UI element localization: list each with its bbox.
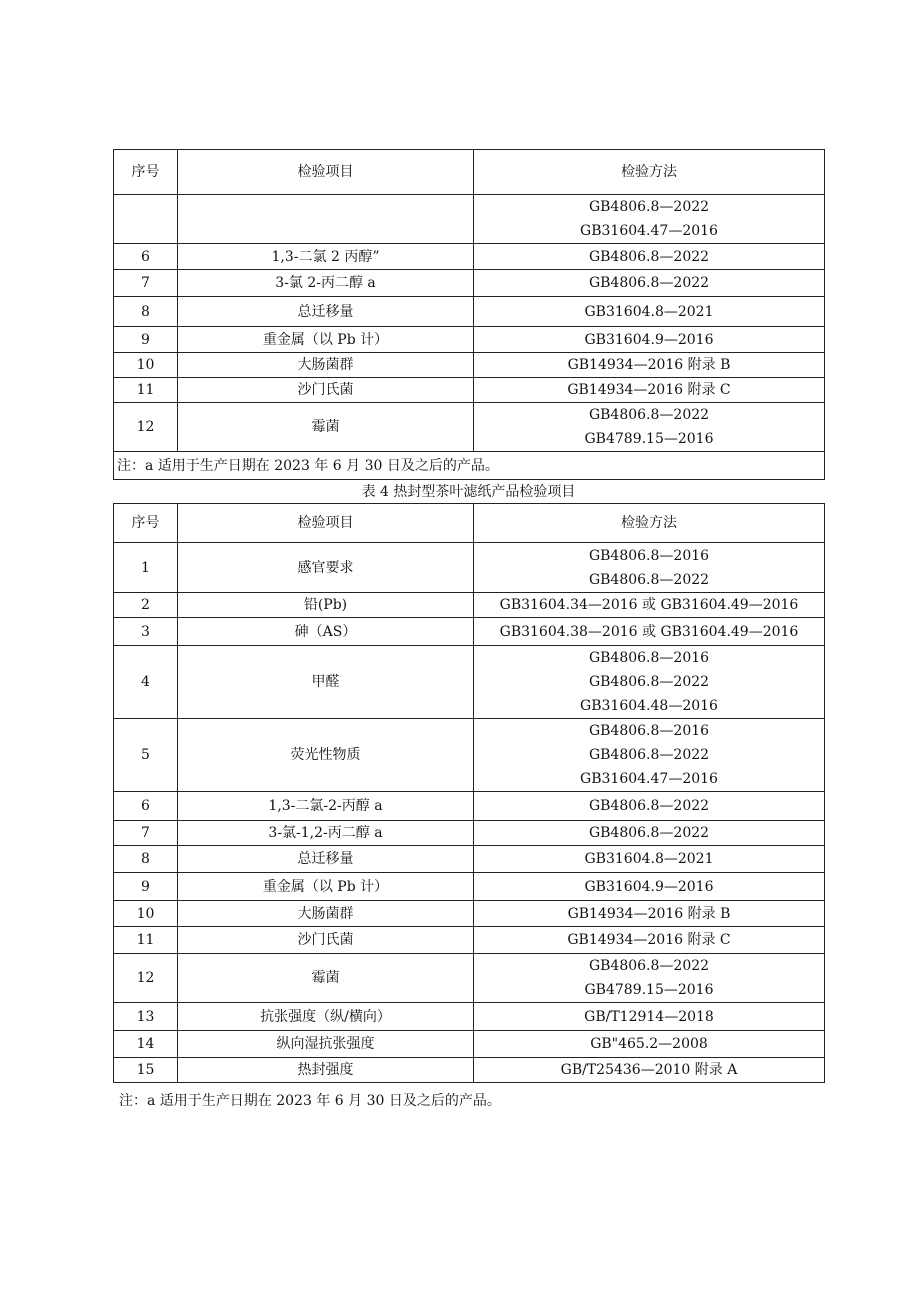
table-3-continued xyxy=(113,149,825,480)
table-note: 注：a 适用于生产日期在 2023 年 6 月 30 日及之后的产品。 xyxy=(114,452,825,480)
method-line: GB4806.8—2022 xyxy=(588,407,710,423)
cell-method xyxy=(474,954,825,1003)
cell-method xyxy=(474,244,825,270)
method-line: GB4806.8—2022 xyxy=(588,958,710,974)
table-row xyxy=(114,792,825,821)
cell-method xyxy=(474,792,825,821)
cell-method xyxy=(474,297,825,327)
cell-item: 1,3-二氯-2-丙醇 a xyxy=(178,792,474,821)
header-no: 序号 xyxy=(114,504,178,543)
table-row xyxy=(114,327,825,353)
cell-no xyxy=(114,195,178,244)
cell-no: 1 xyxy=(114,543,178,593)
header-no: 序号 xyxy=(114,150,178,195)
method-line: GB14934—2016 附录 C xyxy=(567,932,731,948)
method-line: GB4806.8—2022 xyxy=(588,199,710,215)
cell-method xyxy=(474,873,825,901)
cell-item: 纵向湿抗张强度 xyxy=(178,1031,474,1058)
table-row xyxy=(114,873,825,901)
table-row xyxy=(114,543,825,593)
cell-no: 11 xyxy=(114,378,178,403)
cell-no: 3 xyxy=(114,618,178,646)
method-line: GB4806.8—2016 xyxy=(588,547,710,564)
table-row xyxy=(114,618,825,646)
cell-method xyxy=(474,1058,825,1083)
method-line: GB4806.8—2022 xyxy=(588,674,710,690)
cell-method xyxy=(474,846,825,873)
cell-item: 3-氯 2-丙二醇 a xyxy=(178,270,474,297)
cell-item: 重金属（以 Pb 计） xyxy=(178,873,474,901)
header-method: 检验方法 xyxy=(474,504,825,543)
table-row xyxy=(114,297,825,327)
method-line: GB31604.8—2021 xyxy=(584,851,714,867)
cell-no: 11 xyxy=(114,927,178,954)
table-row xyxy=(114,593,825,618)
cell-item: 霉菌 xyxy=(178,403,474,452)
cell-method xyxy=(474,270,825,297)
table-row xyxy=(114,403,825,452)
cell-item: 总迁移量 xyxy=(178,846,474,873)
table-3-body xyxy=(114,150,825,480)
method-line: GB4789.15—2016 xyxy=(584,431,714,447)
table-row xyxy=(114,954,825,1003)
cell-item: 热封强度 xyxy=(178,1058,474,1083)
method-line: GB4789.15—2016 xyxy=(584,982,714,998)
cell-item: 总迁移量 xyxy=(178,297,474,327)
cell-no: 12 xyxy=(114,403,178,452)
cell-method xyxy=(474,927,825,954)
method-line: GB31604.34—2016 或 GB31604.49—2016 xyxy=(499,597,799,613)
cell-method xyxy=(474,378,825,403)
cell-item: 铅(Pb) xyxy=(178,593,474,618)
cell-no: 15 xyxy=(114,1058,178,1083)
cell-no: 10 xyxy=(114,901,178,927)
cell-no: 8 xyxy=(114,297,178,327)
method-line: GB"465.2—2008 xyxy=(590,1036,708,1052)
table-row xyxy=(114,195,825,244)
cell-no: 13 xyxy=(114,1003,178,1031)
cell-item: 抗张强度（纵/横向） xyxy=(178,1003,474,1031)
cell-item: 3-氯-1,2-丙二醇 a xyxy=(178,821,474,846)
cell-item: 砷（AS） xyxy=(178,618,474,646)
method-line: GB31604.8—2021 xyxy=(584,303,714,320)
method-line: GB4806.8—2016 xyxy=(588,650,710,666)
cell-no: 7 xyxy=(114,821,178,846)
cell-method xyxy=(474,543,825,593)
method-line: GB31604.9—2016 xyxy=(584,331,714,348)
table-row xyxy=(114,1058,825,1083)
cell-method xyxy=(474,901,825,927)
table-row xyxy=(114,646,825,719)
cell-no: 4 xyxy=(114,646,178,719)
cell-item: 甲醛 xyxy=(178,646,474,719)
cell-no: 7 xyxy=(114,270,178,297)
cell-item: 大肠菌群 xyxy=(178,353,474,378)
cell-method xyxy=(474,195,825,244)
cell-no: 2 xyxy=(114,593,178,618)
method-line: GB31604.9—2016 xyxy=(584,878,714,895)
cell-no: 9 xyxy=(114,327,178,353)
method-line: GB14934—2016 附录 B xyxy=(567,905,731,922)
cell-method xyxy=(474,403,825,452)
method-line: GB4806.8—2022 xyxy=(588,248,710,265)
method-line: GB31604.47—2016 xyxy=(580,223,718,239)
cell-item: 1,3-二氯 2 丙醇” xyxy=(178,244,474,270)
cell-no: 5 xyxy=(114,719,178,792)
cell-no: 6 xyxy=(114,792,178,821)
cell-method xyxy=(474,593,825,618)
cell-method xyxy=(474,821,825,846)
table-row xyxy=(114,901,825,927)
cell-item: 荧光性物质 xyxy=(178,719,474,792)
cell-item: 沙门氏菌 xyxy=(178,927,474,954)
table-header-row xyxy=(114,504,825,543)
table-4 xyxy=(113,503,825,1083)
method-line: GB4806.8—2016 xyxy=(588,723,710,739)
table-row xyxy=(114,927,825,954)
cell-no: 14 xyxy=(114,1031,178,1058)
method-line: GB14934—2016 附录 C xyxy=(567,382,731,398)
table-4-body xyxy=(114,504,825,1083)
method-line: GB4806.8—2022 xyxy=(588,747,710,763)
cell-no: 12 xyxy=(114,954,178,1003)
table-note-row xyxy=(114,452,825,480)
table-row xyxy=(114,270,825,297)
method-line: GB4806.8—2022 xyxy=(588,825,710,841)
cell-item: 大肠菌群 xyxy=(178,901,474,927)
cell-no: 9 xyxy=(114,873,178,901)
cell-method xyxy=(474,1003,825,1031)
cell-method xyxy=(474,353,825,378)
method-line: GB/T12914—2018 xyxy=(584,1008,714,1025)
method-line: GB31604.48—2016 xyxy=(580,698,718,714)
method-line: GB4806.8—2022 xyxy=(588,571,710,588)
method-line: GB14934—2016 附录 B xyxy=(567,357,731,373)
method-line: GB31604.47—2016 xyxy=(580,771,718,787)
table-row xyxy=(114,353,825,378)
cell-method xyxy=(474,646,825,719)
cell-item xyxy=(178,195,474,244)
cell-method xyxy=(474,327,825,353)
cell-no: 6 xyxy=(114,244,178,270)
header-item: 检验项目 xyxy=(178,150,474,195)
header-item: 检验项目 xyxy=(178,504,474,543)
table-row xyxy=(114,1031,825,1058)
table-row xyxy=(114,719,825,792)
cell-item: 感官要求 xyxy=(178,543,474,593)
cell-item: 霉菌 xyxy=(178,954,474,1003)
method-line: GB/T25436—2010 附录 A xyxy=(560,1062,738,1078)
table-row xyxy=(114,244,825,270)
table-row xyxy=(114,378,825,403)
cell-method xyxy=(474,1031,825,1058)
cell-method xyxy=(474,618,825,646)
header-method: 检验方法 xyxy=(474,150,825,195)
cell-no: 8 xyxy=(114,846,178,873)
cell-item: 重金属（以 Pb 计） xyxy=(178,327,474,353)
method-line: GB4806.8—2022 xyxy=(588,798,710,814)
method-line: GB4806.8—2022 xyxy=(588,275,710,291)
cell-method xyxy=(474,719,825,792)
table-row xyxy=(114,821,825,846)
table-row xyxy=(114,846,825,873)
cell-no: 10 xyxy=(114,353,178,378)
table-4-footnote: 注：a 适用于生产日期在 2023 年 6 月 30 日及之后的产品。 xyxy=(119,1093,501,1109)
table-header-row xyxy=(114,150,825,195)
table-4-caption: 表 4 热封型茶叶滤纸产品检验项目 xyxy=(361,484,576,500)
cell-item: 沙门氏菌 xyxy=(178,378,474,403)
method-line: GB31604.38—2016 或 GB31604.49—2016 xyxy=(499,623,799,640)
table-row xyxy=(114,1003,825,1031)
